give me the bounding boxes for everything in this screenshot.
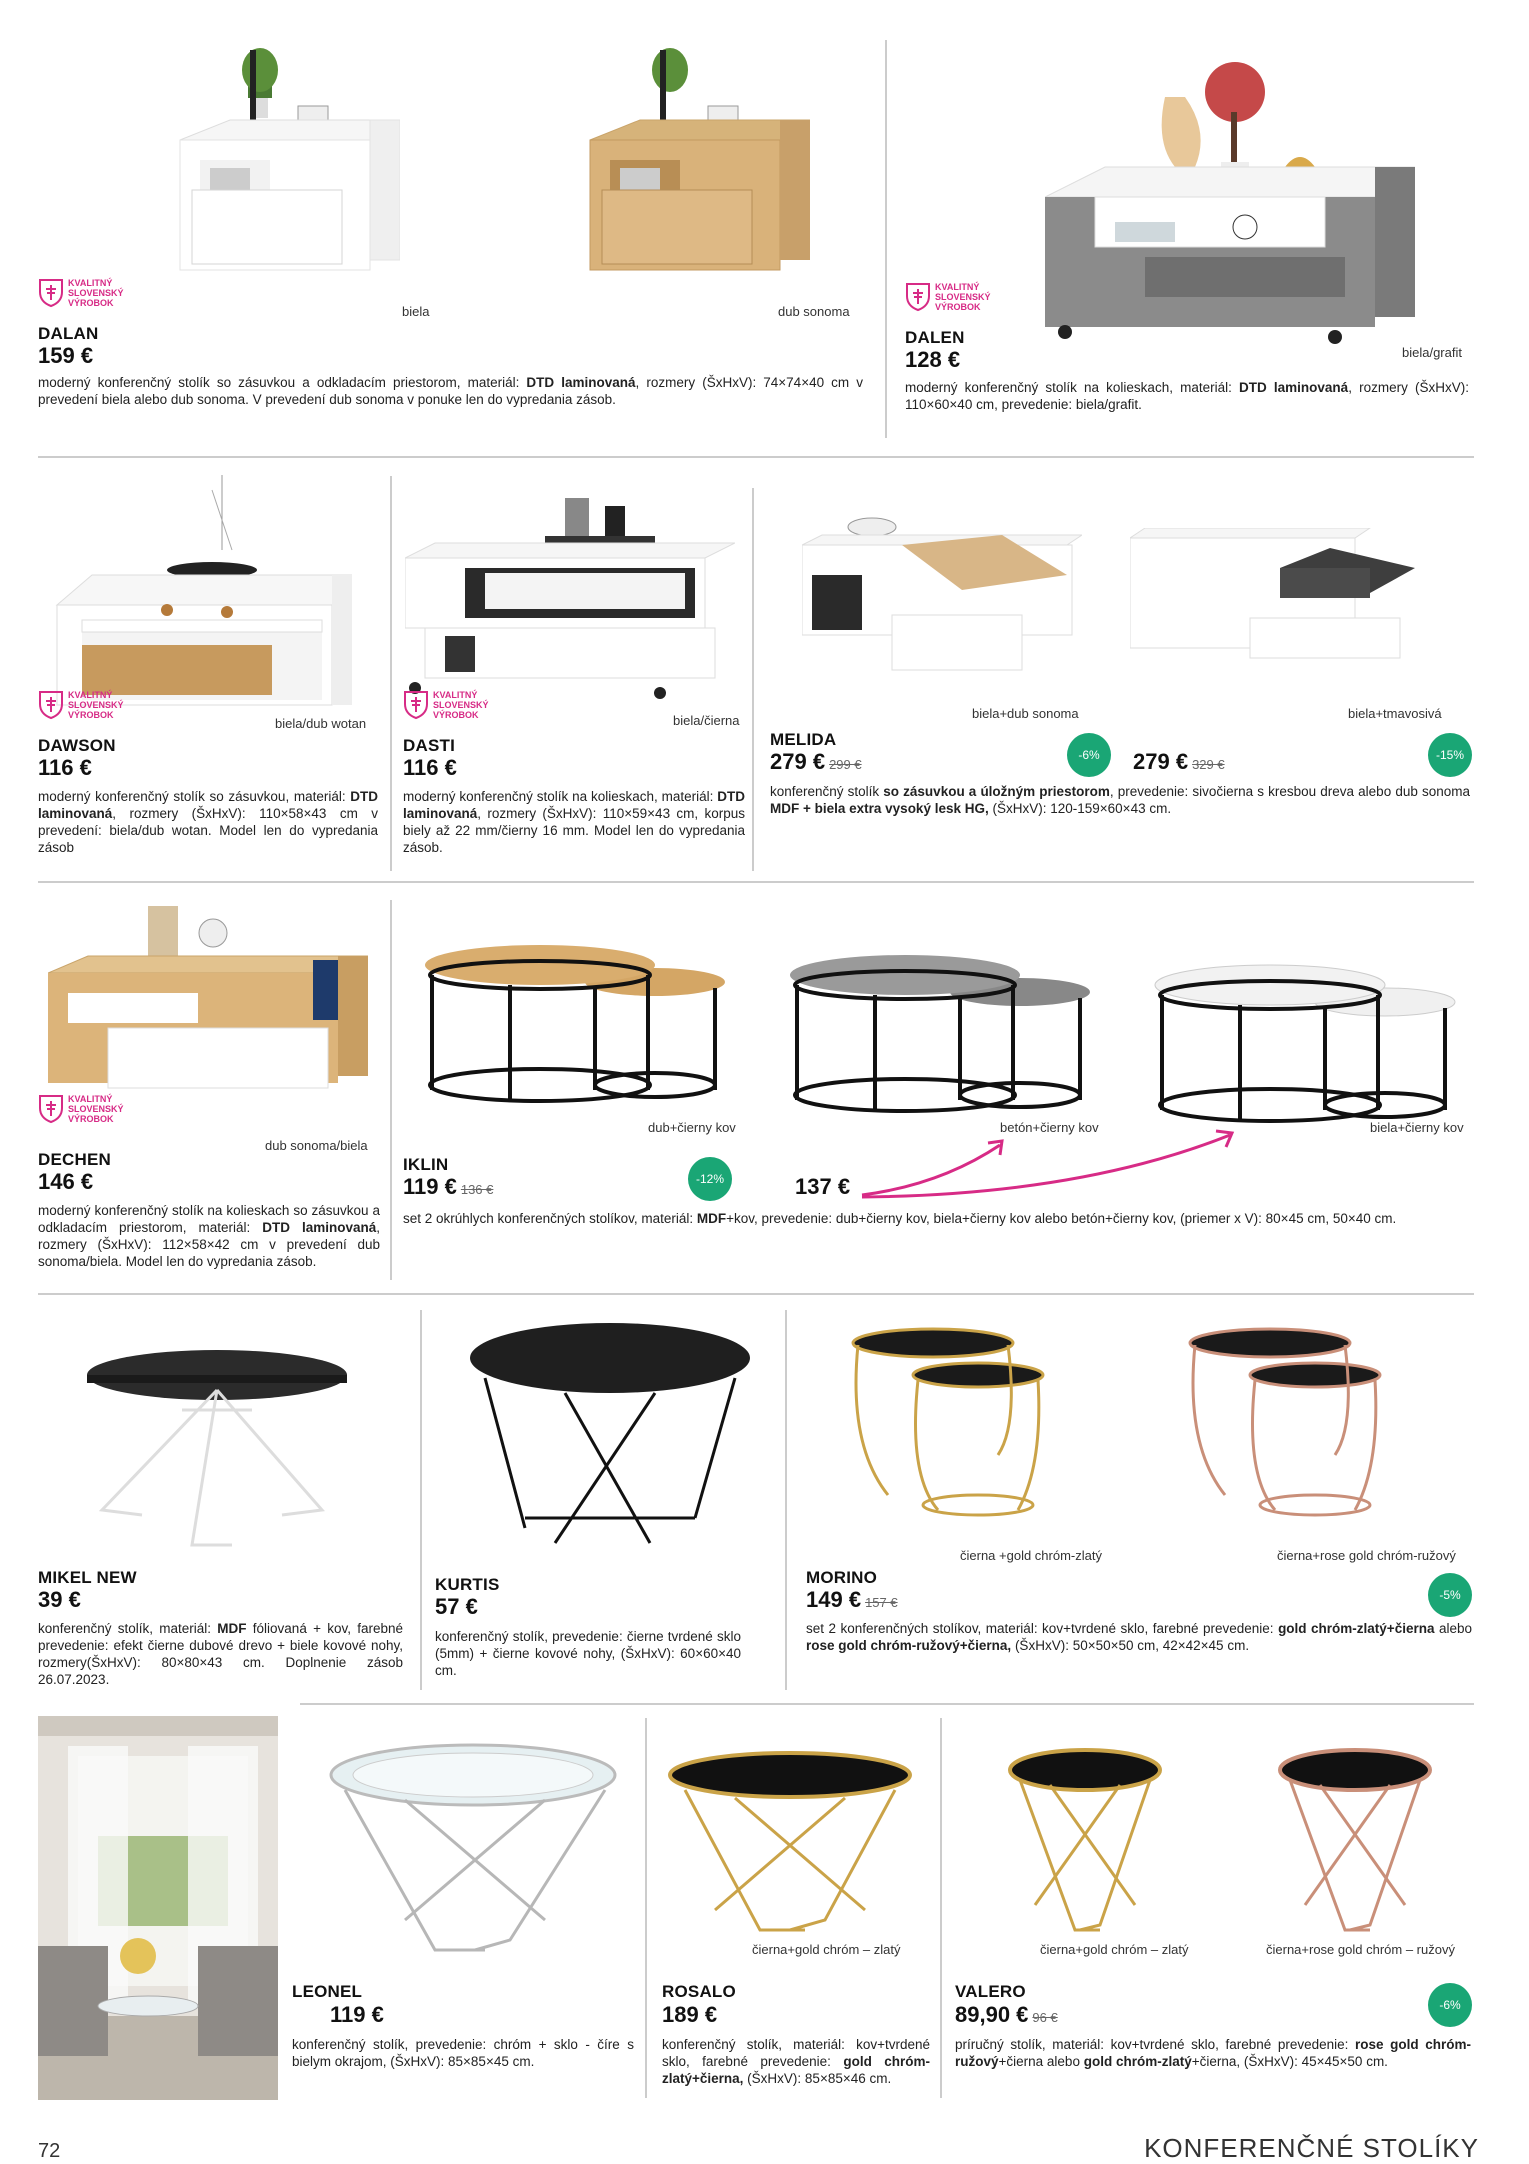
- discount-badge: -12%: [688, 1157, 732, 1201]
- variant-label: biela/grafit: [1402, 345, 1462, 360]
- product-price: 137 €: [795, 1174, 851, 1199]
- old-price: 329 €: [1192, 757, 1225, 772]
- slovak-shield-icon: [38, 690, 64, 720]
- iklin-concrete-image: [785, 940, 1095, 1115]
- variant-label: biela+tmavosivá: [1348, 706, 1442, 721]
- product-price: 159 €: [38, 343, 94, 368]
- old-price: 157 €: [865, 1595, 898, 1610]
- product-price: 128 €: [905, 347, 961, 372]
- quality-text: KVALITNÝ SLOVENSKÝ VÝROBOK: [68, 690, 124, 720]
- quality-badge: [403, 690, 489, 720]
- kurtis-image: [465, 1318, 755, 1553]
- product-name: IKLIN: [403, 1155, 449, 1174]
- product-description: moderný konferenčný stolík na kolieskach so zásuvkou a odkladacím priestorom, materiál: DTD laminovaná, rozmery (ŠxHxV): 112×58×42 cm v prevedení dub sonoma/biela. Model len do vypredania zásob.: [38, 1203, 380, 1269]
- product-name: KURTIS: [435, 1575, 500, 1594]
- dechen-image: [48, 898, 368, 1098]
- dalan-white-image: [170, 40, 400, 280]
- slovak-shield-icon: [38, 1094, 64, 1124]
- product-description: moderný konferenčný stolík na kolieskach, materiál: DTD laminovaná, rozmery (ŠxHxV): 110×59×43 cm, korpus biely až 22 mm/čierny 16 mm. Model len do vypredania zásob.: [403, 789, 745, 855]
- quality-badge: [905, 282, 991, 312]
- variant-label: biela+čierny kov: [1370, 1120, 1464, 1135]
- arrow-icon: [860, 1125, 1240, 1205]
- old-price: 136 €: [460, 1182, 494, 1197]
- col-divider: [420, 1310, 422, 1690]
- variant-label: dub+čierny kov: [648, 1120, 736, 1135]
- leonel-image: [325, 1740, 620, 1960]
- product-description: moderný konferenčný stolík so zásuvkou a odkladacím priestorom, materiál: DTD laminovaná, rozmery (ŠxHxV): 74×74×40 cm v prevedení biela alebo dub sonoma. V prevedení dub sonoma v ponuke len do vypredania zásob.: [38, 375, 863, 407]
- variant-label: čierna+rose gold chróm – ružový: [1266, 1942, 1455, 1957]
- product-price: 57 €: [435, 1594, 478, 1619]
- product-description: príručný stolík, materiál: kov+tvrdené sklo, farebné prevedenie: rose gold chróm-ružový+čierna alebo gold chróm-zlatý+čierna, (ŠxHxV): 45×45×50 cm.: [955, 2037, 1471, 2069]
- dalen-image: [1045, 52, 1415, 352]
- product-price: 279 € 329 €: [1133, 749, 1225, 774]
- product-name: LEONEL: [292, 1982, 363, 2001]
- discount-badge: -5%: [1428, 1573, 1472, 1617]
- slovak-shield-icon: [403, 690, 429, 720]
- slovak-shield-icon: [38, 278, 64, 308]
- quality-badge: [38, 690, 124, 720]
- iklin-oak-image: [420, 930, 730, 1105]
- variant-label: čierna+rose gold chróm-ružový: [1277, 1548, 1456, 1563]
- product-name: MORINO: [806, 1568, 878, 1587]
- iklin-white-image: [1150, 950, 1460, 1125]
- product-price: 279 € 299 €: [770, 749, 862, 774]
- morino-gold-image: [848, 1325, 1048, 1520]
- rosalo-image: [665, 1750, 915, 1950]
- product-description: set 2 okrúhlych konferenčných stolíkov, materiál: MDF+kov, prevedenie: dub+čierny kov, biela+čierny kov alebo betón+čierny kov, (priemer x V): 80×45 cm, 50×40 cm.: [403, 1211, 1397, 1226]
- row-divider-2: [38, 881, 1474, 883]
- product-name: DAWSON: [38, 736, 116, 755]
- mikel-image: [82, 1350, 352, 1550]
- melida-oak-image: [802, 505, 1082, 675]
- product-price: 146 €: [38, 1169, 94, 1194]
- product-name: DECHEN: [38, 1150, 111, 1169]
- product-name: MELIDA: [770, 730, 837, 749]
- old-price: 96 €: [1032, 2010, 1058, 2025]
- slovak-shield-icon: [905, 282, 931, 312]
- dawson-image: [52, 470, 352, 710]
- product-description: konferenčný stolík so zásuvkou a úložným priestorom, prevedenie: sivočierna s kresbou dreva alebo dub sonoma MDF + biela extra vysoký lesk HG, (ŠxHxV): 120-159×60×43 cm.: [770, 784, 1470, 816]
- product-description: moderný konferenčný stolík so zásuvkou, materiál: DTD laminovaná, rozmery (ŠxHxV): 110×58×43 cm v prevedení: biela/dub wotan. Model len do vypredania zásob: [38, 789, 378, 855]
- quality-badge: [38, 1094, 124, 1124]
- product-price: 39 €: [38, 1587, 81, 1612]
- discount-badge: -15%: [1428, 733, 1472, 777]
- row-divider-1: [38, 456, 1474, 458]
- variant-label: dub sonoma: [778, 304, 850, 319]
- product-description: moderný konferenčný stolík na kolieskach, materiál: DTD laminovaná, rozmery (ŠxHxV): 110×60×40 cm, prevedenie: biela/grafit.: [905, 380, 1469, 412]
- variant-label: betón+čierny kov: [1000, 1120, 1099, 1135]
- morino-rose-image: [1185, 1325, 1385, 1520]
- variant-label: biela/čierna: [673, 713, 740, 728]
- col-divider: [390, 900, 392, 1280]
- variant-label: čierna+gold chróm – zlatý: [752, 1942, 901, 1957]
- product-name: ROSALO: [662, 1982, 736, 2001]
- product-description: konferenčný stolík, materiál: kov+tvrdené sklo, farebné prevedenie: gold chróm-zlatý+čierna, (ŠxHxV): 85×85×46 cm.: [662, 2037, 930, 2086]
- col-divider: [645, 1718, 647, 2098]
- product-name: DALAN: [38, 324, 99, 343]
- product-name: DALEN: [905, 328, 965, 347]
- product-price: 149 € 157 €: [806, 1587, 898, 1612]
- section-title: KONFERENČNÉ STOLÍKY: [1144, 2133, 1479, 2163]
- row-divider-3: [38, 1293, 1474, 1295]
- interior-photo: [38, 1716, 278, 2100]
- product-price: 119 €: [330, 2002, 384, 2027]
- variant-label: biela: [402, 304, 430, 319]
- quality-text: KVALITNÝ SLOVENSKÝ VÝROBOK: [68, 1094, 124, 1124]
- row-divider-4: [300, 1703, 1474, 1705]
- discount-badge: -6%: [1067, 733, 1111, 777]
- old-price: 299 €: [829, 757, 862, 772]
- col-divider: [390, 476, 392, 871]
- product-price: 89,90 € 96 €: [955, 2002, 1058, 2027]
- col-divider: [752, 488, 754, 871]
- quality-text: KVALITNÝ SLOVENSKÝ VÝROBOK: [433, 690, 489, 720]
- col-divider: [940, 1718, 942, 2098]
- valero-rose-image: [1275, 1745, 1435, 1940]
- page-number: 72: [38, 2140, 61, 2162]
- product-price: 116 €: [403, 755, 457, 780]
- variant-label: čierna+gold chróm – zlatý: [1040, 1942, 1189, 1957]
- quality-badge: [38, 278, 124, 308]
- variant-label: dub sonoma/biela: [265, 1138, 368, 1153]
- col-divider: [885, 40, 887, 438]
- valero-gold-image: [1005, 1745, 1165, 1940]
- melida-grey-image: [1130, 528, 1415, 668]
- variant-label: biela/dub wotan: [275, 716, 367, 731]
- product-price: 189 €: [662, 2002, 718, 2027]
- product-name: DASTI: [403, 736, 455, 755]
- product-description: set 2 konferenčných stolíkov, materiál: kov+tvrdené sklo, farebné prevedenie: gold chróm-zlatý+čierna alebo rose gold chróm-ružový+čierna, (ŠxHxV): 50×50×50 cm, 42×42×45 cm.: [806, 1621, 1473, 1653]
- col-divider: [785, 1310, 787, 1690]
- discount-badge: -6%: [1428, 1983, 1472, 2027]
- quality-text: KVALITNÝ SLOVENSKÝ VÝROBOK: [68, 278, 124, 308]
- product-name: MIKEL NEW: [38, 1568, 137, 1587]
- product-description: konferenčný stolík, prevedenie: chróm + sklo - číre s bielym okrajom, (ŠxHxV): 85×85×45 cm.: [292, 2037, 634, 2069]
- quality-text: KVALITNÝ SLOVENSKÝ VÝROBOK: [935, 282, 991, 312]
- product-name: VALERO: [955, 1982, 1026, 2001]
- dasti-image: [405, 478, 735, 708]
- variant-label: biela+dub sonoma: [972, 706, 1079, 721]
- product-description: konferenčný stolík, prevedenie: čierne tvrdené sklo (5mm) + čierne kovové nohy, (ŠxHxV): 60×60×40 cm.: [435, 1629, 741, 1678]
- dalan-oak-image: [580, 40, 810, 280]
- variant-label: čierna +gold chróm-zlatý: [960, 1548, 1102, 1563]
- product-price: 119 € 136 €: [403, 1174, 494, 1199]
- product-price: 116 €: [38, 755, 92, 780]
- product-description: konferenčný stolík, materiál: MDF fóliovaná + kov, farebné prevedenie: efekt čierne dubové drevo + biele kovové nohy, rozmery(ŠxHxV): 80×80×43 cm. Doplnenie zásob 26.07.2023.: [38, 1621, 403, 1687]
